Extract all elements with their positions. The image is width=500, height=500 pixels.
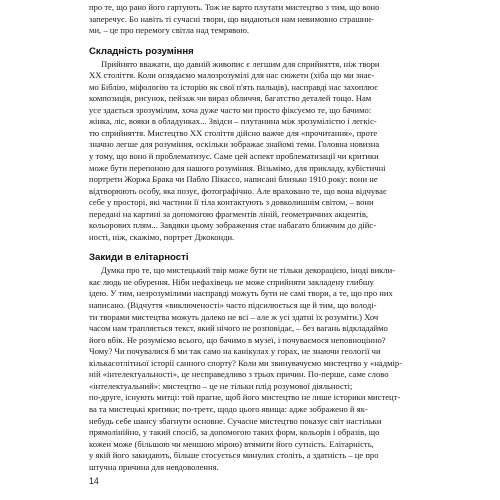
text-line: може бути перепоною для нашого розуміння. Візьмімо, для прикладу, кубістичні (89, 162, 386, 173)
text-line: композиція, рисунок, пейзаж чи вираз обличчя, багатство деталей тощо. Нам (89, 93, 372, 104)
text-line: у якій його закидають, більше стосується минулих століть, а здатність – це про (89, 450, 379, 461)
text-line: ва та мистецькі критики; по-третє, щодо цього явища: адже зображено й як- (89, 403, 368, 414)
text-line: ти творами мистецтва можуть далеко не всі – але ж усі здатні їх розуміти.) Хоч (89, 311, 379, 322)
text-line: тю сприйняття. Мистецтво XX століття дійсно важче для «прочитання», проте (89, 127, 378, 138)
text-line: прямолінійно, у такий спосіб, за допомогою таких форм, кольорів і образів, що (89, 427, 380, 438)
text-line: штучна причина для невдоволення. (89, 461, 219, 472)
text-line: ми, – це про перемогу світла над темрявою. (89, 25, 250, 36)
text-line: ній «інтелектуальності», це несправедливо з трьох причин. По-перше, саме слово (89, 369, 389, 380)
text-line: відтворюють особу, яка позує, фотографічно. Але враховано те, що вона відчуває (89, 185, 387, 196)
text-line: кольорових плям... Завдяки цьому зображення стає набагато ближчим до дійс- (89, 220, 377, 231)
text-line: себе у просторі, які частини її тіла контактують з довколишнім світом, – вони (89, 197, 374, 208)
text-line: ності, ніж, скажімо, портрет Джоконди. (89, 231, 235, 242)
section-heading-elitism: Закиди в елітарності (89, 252, 189, 264)
text-line: мо Біблію, міфологію та історію як свої п'ять пальців), насправді нас захоплює (89, 81, 378, 92)
section-elitism-paragraph (89, 265, 423, 473)
text-line: заперечує. Бо навіть ті сучасні твори, що видаються нам невимовно страшни- (89, 13, 374, 24)
intro-paragraph (89, 2, 423, 37)
text-line: значно легше для розуміння, оскільки зображає знайомі теми. Головна новизна (89, 139, 380, 150)
page-number: 14 (89, 476, 99, 486)
text-line: «інтелектуальний»: мистецтво – це не тільки плід розумової діяльності; (89, 380, 353, 391)
text-line: його вбік. Не розуміємо всього, що бачимо в музеї, і почуваємося неповноцінно? (89, 334, 386, 345)
text-line: про те, що рано його гартують. Тож не варто плутати мистецтво з тим, що воно (89, 2, 380, 12)
text-line: ідею. У тим, незрозумілими насправді можуть бути не самі твори, а те, що про них (89, 288, 393, 299)
section-heading-understanding: Складність розуміння (89, 45, 194, 57)
text-line: кожен може (більшою чи меншою мірою) втямити його сутність. Елітарність, (89, 438, 374, 449)
text-line: передані на картині за допомогою фрагментів ліній, геометричних акцентів, (89, 208, 369, 219)
text-line: усе здається зрозумілим, хоча дуже часто ми просто фіксуємо те, що бачимо: (89, 104, 372, 115)
text-line: написано. (Відчуття «виключеності» часто підсилюється ще й тим, що володі- (89, 300, 377, 311)
text-line: жінка, ліс, вояки в обладунках... Звідси – плутанина між зрозумілістю і легкіс- (89, 116, 377, 127)
text-line: XX століття. Коли оглядаємо малозрозумілі для нас сюжети (хіба що ми знає- (89, 70, 375, 81)
text-line: небудь себе шансу збагнути основне. Сучасне мистецтво показує світ настільки (89, 415, 382, 426)
text-line: Чому? Чи почувалися б ми так само на канікулах у горах, не знаючи геології чи (89, 346, 381, 357)
text-line: портрети Жоржа Брака чи Пабло Пікассо, написані близько 1910 року: вони не (89, 174, 378, 185)
text-line: по-друге, існують митці: той прагне, щоб його мистецтво не лише історики мистецт- (89, 392, 401, 403)
text-line: часом нам трапляється текст, який нічого не розповідає, – без вагань відкладаймо (89, 323, 388, 334)
text-line: кає людь не обурення. Ніби нефахівець не може сприйняти закладену глибшу (89, 276, 374, 287)
text-line: кількасотлітньої історії санного спорту? Коли ми звинувачуємо мистецтво у «надмір- (89, 357, 403, 368)
text-line: у тому, що воно й проблематизує. Саме цей аспект проблематизації чи критики (89, 151, 379, 162)
section-understanding-paragraph (89, 59, 423, 244)
text-line: Прийнято вважати, що давній живопис є легшим для сприйняття, ніж твори (101, 58, 380, 69)
text-line: Думка про те, що мистецький твір може бути не тільки декорацією, іноді викли- (101, 265, 396, 276)
